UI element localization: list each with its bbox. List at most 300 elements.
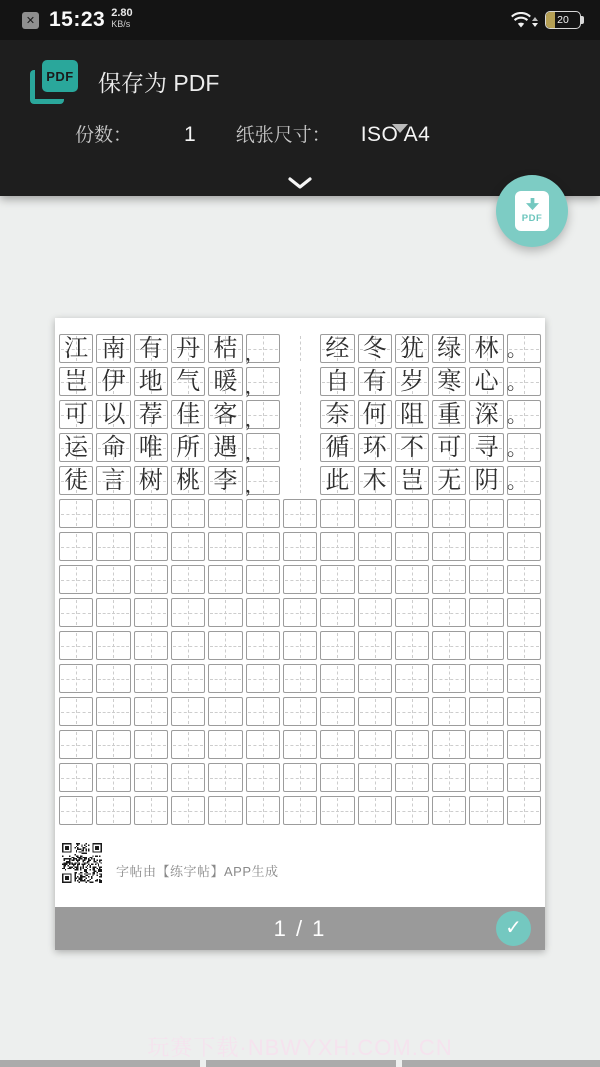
network-speed [111,8,132,30]
watermark-text: 玩赛下载·NBWYXH.COM.CN [147,1035,453,1060]
practice-character: 暖 [213,368,238,395]
empty-cell [320,532,354,561]
empty-cell [134,697,168,726]
status-bar [0,0,600,40]
char-cell [96,400,130,429]
char-cell [507,334,541,363]
empty-cell [507,796,541,825]
practice-character: 。 [506,470,527,493]
char-cell [432,466,466,495]
practice-character: ， [244,408,265,431]
save-pdf-fab[interactable] [496,175,568,247]
empty-cell [283,367,317,396]
empty-cell [469,565,503,594]
empty-cell [320,763,354,792]
copies-value[interactable]: 1 [184,123,196,146]
empty-cell [208,631,242,660]
empty-cell [96,565,130,594]
empty-cell [171,664,205,693]
empty-cell [432,598,466,627]
empty-cell [320,499,354,528]
char-cell [171,400,205,429]
char-cell [507,367,541,396]
empty-cell [432,763,466,792]
char-cell [171,433,205,462]
practice-character: 重 [437,401,462,428]
empty-cell [96,697,130,726]
practice-grid [59,334,541,825]
bottom-bar-segment [402,1060,600,1067]
empty-cell [171,697,205,726]
practice-character: 冬 [362,335,387,362]
empty-cell [96,631,130,660]
empty-cell [320,631,354,660]
practice-character: 唯 [138,434,163,461]
char-cell [96,433,130,462]
empty-cell [171,598,205,627]
battery-icon [545,11,584,29]
empty-cell [320,565,354,594]
empty-cell [59,796,93,825]
char-cell [395,400,429,429]
empty-cell [246,763,280,792]
practice-character: 无 [437,467,462,494]
practice-character: 桃 [176,467,201,494]
char-cell [171,367,205,396]
char-cell [246,400,280,429]
empty-cell [171,763,205,792]
char-cell [96,466,130,495]
empty-cell [283,697,317,726]
practice-character: 不 [399,434,424,461]
char-cell [507,466,541,495]
practice-character: 寒 [437,368,462,395]
practice-character: 有 [362,368,387,395]
text-row [59,334,541,363]
practice-character: 心 [474,368,499,395]
empty-cell [246,565,280,594]
empty-cell [246,730,280,759]
char-cell [246,334,280,363]
empty-cell [208,697,242,726]
empty-cell [134,631,168,660]
practice-character: 奈 [325,401,350,428]
practice-character: 以 [101,401,126,428]
char-cell [469,433,503,462]
empty-cell [171,631,205,660]
empty-cell [134,664,168,693]
paper-size-label: 纸张尺寸： [235,125,331,146]
text-row [59,433,541,462]
empty-cell [134,565,168,594]
qr-code-icon [62,843,102,883]
empty-cell [507,499,541,528]
empty-cell [395,730,429,759]
practice-character: 江 [64,335,89,362]
empty-cell [283,433,317,462]
empty-cell [246,664,280,693]
char-cell [246,433,280,462]
char-cell [246,466,280,495]
empty-cell [469,664,503,693]
sim-blocked-icon: ✕ [22,12,39,29]
char-cell [395,466,429,495]
empty-row [59,796,541,825]
practice-character: 伊 [101,368,126,395]
practice-character: 李 [213,467,238,494]
network-speed-unit: KB/s [111,19,131,29]
status-clock: 15:23 [49,8,106,31]
empty-cell [134,730,168,759]
wifi-traffic-arrows-icon [532,17,538,27]
empty-cell [358,664,392,693]
practice-character: 。 [506,437,527,460]
practice-character: 阻 [399,401,424,428]
empty-cell [395,565,429,594]
empty-row [59,664,541,693]
empty-cell [358,730,392,759]
network-speed-value: 2.80 [111,7,133,19]
char-cell [469,466,503,495]
empty-cell [320,697,354,726]
empty-cell [432,664,466,693]
pdf-badge-label: PDF [42,60,78,92]
empty-cell [208,532,242,561]
practice-character: 有 [138,335,163,362]
empty-cell [432,697,466,726]
empty-cell [395,532,429,561]
empty-cell [208,499,242,528]
char-cell [134,334,168,363]
empty-cell [395,598,429,627]
practice-character: 此 [325,467,350,494]
char-cell [432,367,466,396]
empty-cell [395,763,429,792]
char-cell [358,433,392,462]
practice-character: 树 [138,467,163,494]
practice-character: 岁 [399,368,424,395]
empty-cell [59,730,93,759]
empty-cell [59,565,93,594]
empty-cell [246,598,280,627]
empty-cell [432,565,466,594]
empty-cell [432,532,466,561]
char-cell [134,466,168,495]
text-row [59,367,541,396]
empty-cell [246,532,280,561]
practice-character: 岂 [399,467,424,494]
empty-cell [171,532,205,561]
save-as-pdf-icon [30,58,78,104]
practice-character: 。 [506,338,527,361]
empty-row [59,532,541,561]
empty-row [59,499,541,528]
char-cell [395,433,429,462]
empty-cell [96,763,130,792]
empty-cell [358,565,392,594]
empty-cell [208,763,242,792]
char-cell [246,367,280,396]
practice-character: 桔 [213,335,238,362]
practice-character: 丹 [176,335,201,362]
practice-character: 所 [176,434,201,461]
empty-cell [507,697,541,726]
char-cell [59,433,93,462]
practice-character: 犹 [399,335,424,362]
char-cell [358,400,392,429]
paper-size-value[interactable]: ISO A4 [360,123,431,146]
empty-cell [171,730,205,759]
empty-cell [469,532,503,561]
empty-row [59,763,541,792]
empty-cell [59,631,93,660]
char-cell [208,466,242,495]
empty-cell [208,664,242,693]
empty-cell [283,598,317,627]
empty-cell [59,697,93,726]
empty-cell [507,631,541,660]
char-cell [59,400,93,429]
empty-cell [395,631,429,660]
char-cell [358,334,392,363]
practice-character: 寻 [474,434,499,461]
page-indicator: 1 / 1 [273,915,327,941]
char-cell [208,334,242,363]
empty-cell [134,532,168,561]
empty-cell [358,631,392,660]
page-preview [55,318,545,950]
practice-character: 佳 [176,401,201,428]
empty-cell [507,730,541,759]
char-cell [134,367,168,396]
practice-character: 气 [176,368,201,395]
empty-cell [358,598,392,627]
practice-character: 自 [325,368,350,395]
char-cell [320,334,354,363]
empty-cell [507,763,541,792]
empty-cell [246,499,280,528]
empty-cell [432,796,466,825]
empty-cell [96,730,130,759]
char-cell [395,334,429,363]
empty-cell [208,730,242,759]
text-row [59,466,541,495]
char-cell [59,367,93,396]
check-icon: ✓ [505,917,522,939]
empty-cell [507,565,541,594]
empty-cell [469,631,503,660]
bottom-bar-segment [0,1060,200,1067]
char-cell [395,367,429,396]
char-cell [320,400,354,429]
char-cell [96,367,130,396]
text-row [59,400,541,429]
empty-cell [283,466,317,495]
practice-character: 绿 [437,335,462,362]
char-cell [432,433,466,462]
char-cell [358,466,392,495]
practice-character: 客 [213,401,238,428]
char-cell [320,433,354,462]
empty-cell [208,796,242,825]
empty-cell [283,532,317,561]
practice-character: 运 [64,434,89,461]
bottom-bar-segment [206,1060,396,1067]
practice-character: 林 [474,335,499,362]
empty-cell [469,499,503,528]
printer-name: 保存为 PDF [98,69,220,96]
empty-cell [246,697,280,726]
char-cell [469,334,503,363]
empty-cell [96,796,130,825]
sheet-footer-text: 字帖由【练字帖】APP生成 [116,863,279,879]
empty-cell [96,532,130,561]
char-cell [208,433,242,462]
empty-cell [283,499,317,528]
practice-character: 。 [506,371,527,394]
practice-character: ， [244,441,265,464]
empty-cell [283,763,317,792]
empty-cell [358,532,392,561]
empty-row [59,598,541,627]
practice-character: ， [244,342,265,365]
practice-character: 。 [506,404,527,427]
empty-cell [283,664,317,693]
practice-character: 何 [362,401,387,428]
empty-cell [395,664,429,693]
empty-cell [59,763,93,792]
practice-character: 荐 [138,401,163,428]
chevron-down-icon [287,176,313,190]
empty-cell [395,697,429,726]
practice-character: 命 [101,434,126,461]
practice-character: ， [244,474,265,497]
empty-cell [96,664,130,693]
confirm-page-button[interactable] [496,911,531,946]
empty-cell [432,499,466,528]
empty-cell [134,598,168,627]
empty-cell [283,334,317,363]
empty-cell [507,532,541,561]
empty-cell [171,565,205,594]
empty-cell [246,631,280,660]
empty-row [59,631,541,660]
char-cell [208,400,242,429]
practice-character: 木 [362,467,387,494]
empty-cell [171,499,205,528]
page-indicator-bar [55,907,545,950]
char-cell [358,367,392,396]
empty-cell [469,598,503,627]
empty-cell [208,598,242,627]
char-cell [59,334,93,363]
empty-cell [134,763,168,792]
practice-character: 言 [101,467,126,494]
practice-character: 深 [474,401,499,428]
empty-cell [358,796,392,825]
empty-cell [134,499,168,528]
char-cell [171,334,205,363]
char-cell [208,367,242,396]
download-arrow-icon [525,198,540,211]
empty-cell [134,796,168,825]
empty-cell [469,796,503,825]
char-cell [134,400,168,429]
empty-cell [96,499,130,528]
char-cell [432,400,466,429]
empty-cell [358,697,392,726]
empty-cell [283,631,317,660]
empty-cell [358,499,392,528]
empty-cell [320,730,354,759]
empty-row [59,565,541,594]
empty-cell [283,796,317,825]
empty-cell [469,697,503,726]
wifi-icon [511,12,538,29]
empty-cell [432,631,466,660]
practice-character: 可 [437,434,462,461]
empty-cell [432,730,466,759]
empty-row [59,730,541,759]
empty-cell [283,730,317,759]
empty-cell [59,499,93,528]
empty-cell [469,763,503,792]
char-cell [171,466,205,495]
char-cell [507,433,541,462]
practice-character: 阴 [474,467,499,494]
empty-cell [59,598,93,627]
empty-cell [469,730,503,759]
empty-cell [246,796,280,825]
empty-cell [507,598,541,627]
empty-cell [320,598,354,627]
empty-cell [358,763,392,792]
practice-character: 可 [64,401,89,428]
char-cell [507,400,541,429]
practice-character: 循 [325,434,350,461]
practice-character: 遇 [213,434,238,461]
printer-dropdown-caret-icon[interactable] [392,124,408,133]
practice-character: 环 [362,434,387,461]
empty-cell [96,598,130,627]
practice-character: 南 [101,335,126,362]
printer-selector[interactable] [0,40,600,106]
char-cell [469,400,503,429]
char-cell [432,334,466,363]
char-cell [320,367,354,396]
practice-character: ， [244,375,265,398]
char-cell [59,466,93,495]
empty-cell [320,664,354,693]
char-cell [96,334,130,363]
empty-cell [171,796,205,825]
empty-cell [395,796,429,825]
print-settings-panel [0,40,600,196]
empty-cell [283,400,317,429]
practice-character: 徒 [64,467,89,494]
char-cell [320,466,354,495]
char-cell [134,433,168,462]
practice-character: 岂 [64,368,89,395]
empty-cell [320,796,354,825]
empty-cell [283,565,317,594]
practice-character: 经 [325,335,350,362]
empty-cell [59,664,93,693]
empty-row [59,697,541,726]
char-cell [469,367,503,396]
copies-label: 份数： [75,125,133,146]
empty-cell [507,664,541,693]
